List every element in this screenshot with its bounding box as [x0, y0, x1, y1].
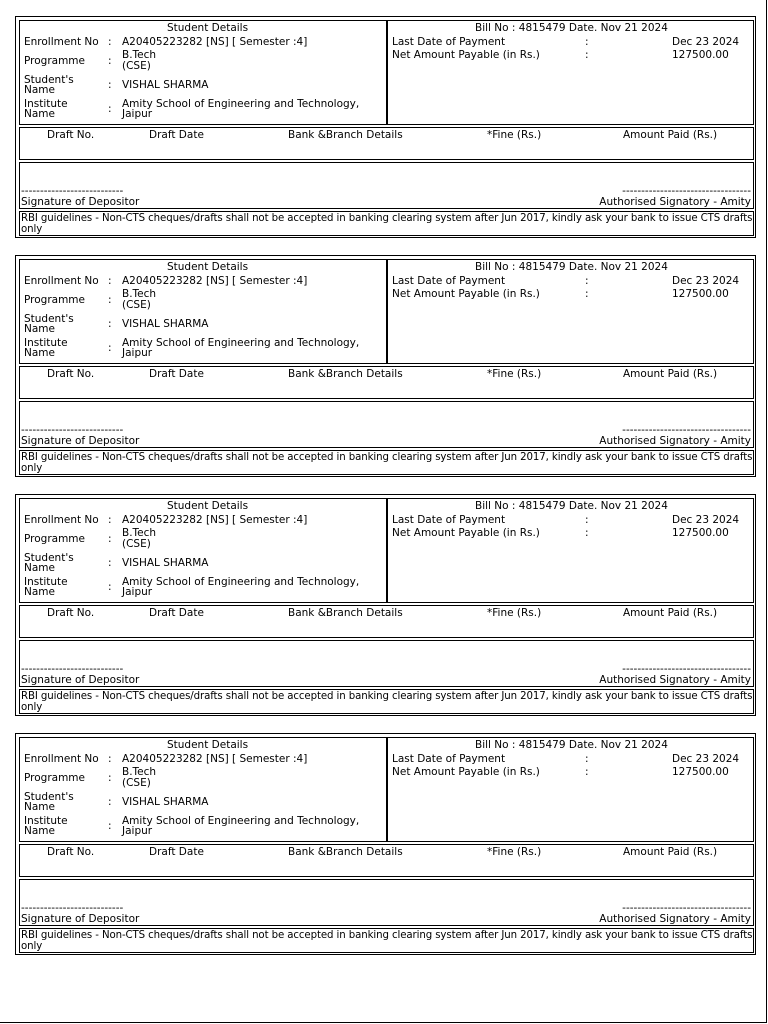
- bill-details-box: [387, 20, 754, 125]
- student-name-label-1: Student's: [24, 313, 74, 325]
- draft-no-header: Draft No.: [47, 607, 95, 619]
- signature-box: [19, 879, 754, 926]
- net-amount-label: Net Amount Payable (in Rs.): [392, 49, 540, 61]
- last-date-label: Last Date of Payment: [392, 753, 506, 765]
- enrollment-value: A20405223282 [NS] [ Semester :4]: [122, 753, 308, 765]
- programme-label: Programme: [24, 55, 85, 67]
- programme-line1: B.Tech: [122, 288, 157, 300]
- enrollment-label: Enrollment No: [24, 514, 99, 526]
- net-amount-label: Net Amount Payable (in Rs.): [392, 527, 540, 539]
- draft-no-header: Draft No.: [47, 846, 95, 858]
- student-details-heading: Student Details: [167, 500, 249, 512]
- signature-of-depositor: Signature of Depositor: [21, 674, 140, 686]
- institute-line1: Amity School of Engineering and Technology,: [122, 576, 360, 588]
- last-date-label: Last Date of Payment: [392, 275, 506, 287]
- institute-line1: Amity School of Engineering and Technology,: [122, 815, 360, 827]
- rbi-guidelines-note: RBI guidelines - Non-CTS cheques/drafts shall not be accepted in banking clearing system after Jun 2017, kindly ask your bank to issue CTS drafts only: [21, 691, 753, 713]
- authorised-sign-line: ----------------------------------: [622, 424, 751, 436]
- institute-line1: Amity School of Engineering and Technology,: [122, 337, 360, 349]
- student-name-label-1: Student's: [24, 791, 74, 803]
- programme-line2: (CSE): [122, 60, 151, 72]
- authorised-sign-line: ----------------------------------: [622, 663, 751, 675]
- student-details-heading: Student Details: [167, 22, 249, 34]
- student-details-box: [19, 498, 387, 603]
- fine-header: *Fine (Rs.): [487, 368, 542, 380]
- programme-colon: :: [108, 55, 112, 67]
- bill-heading: Bill No : 4815479 Date. Nov 21 2024: [475, 500, 668, 512]
- authorised-signatory: Authorised Signatory - Amity: [599, 674, 751, 686]
- fine-header: *Fine (Rs.): [487, 846, 542, 858]
- amount-paid-header: Amount Paid (Rs.): [623, 129, 718, 141]
- bill-heading: Bill No : 4815479 Date. Nov 21 2024: [475, 22, 668, 34]
- last-date-label: Last Date of Payment: [392, 36, 506, 48]
- draft-no-header: Draft No.: [47, 129, 95, 141]
- draft-date-header: Draft Date: [149, 368, 204, 380]
- institute-colon: :: [108, 103, 112, 115]
- signature-box: [19, 640, 754, 687]
- bill-details-box: [387, 259, 754, 364]
- challan-slip-4: [15, 733, 756, 955]
- amount-paid-header: Amount Paid (Rs.): [623, 368, 718, 380]
- authorised-signatory: Authorised Signatory - Amity: [599, 435, 751, 447]
- net-amount-colon: :: [585, 527, 589, 539]
- institute-line2: Jaipur: [122, 108, 153, 120]
- authorised-sign-line: ----------------------------------: [622, 902, 751, 914]
- rbi-guidelines-note: RBI guidelines - Non-CTS cheques/drafts shall not be accepted in banking clearing system after Jun 2017, kindly ask your bank to issue CTS drafts only: [21, 930, 753, 952]
- enrollment-value: A20405223282 [NS] [ Semester :4]: [122, 275, 308, 287]
- student-details-box: [19, 259, 387, 364]
- draft-date-header: Draft Date: [149, 607, 204, 619]
- depositor-sign-line: ---------------------------: [21, 663, 124, 675]
- draft-details-box: [19, 127, 754, 160]
- net-amount-value: 127500.00: [672, 766, 729, 778]
- net-amount-colon: :: [585, 766, 589, 778]
- bill-heading: Bill No : 4815479 Date. Nov 21 2024: [475, 739, 668, 751]
- signature-of-depositor: Signature of Depositor: [21, 196, 140, 208]
- rbi-guidelines-note: RBI guidelines - Non-CTS cheques/drafts shall not be accepted in banking clearing system after Jun 2017, kindly ask your bank to issue CTS drafts only: [21, 452, 753, 474]
- student-name-label-1: Student's: [24, 552, 74, 564]
- net-amount-label: Net Amount Payable (in Rs.): [392, 288, 540, 300]
- signature-box: [19, 162, 754, 209]
- institute-label-1: Institute: [24, 337, 68, 349]
- signature-box: [19, 401, 754, 448]
- authorised-signatory: Authorised Signatory - Amity: [599, 196, 751, 208]
- enrollment-colon: :: [108, 753, 112, 765]
- net-amount-value: 127500.00: [672, 288, 729, 300]
- last-date-value: Dec 23 2024: [672, 275, 740, 287]
- enrollment-label: Enrollment No: [24, 36, 99, 48]
- programme-label: Programme: [24, 533, 85, 545]
- institute-label-1: Institute: [24, 98, 68, 110]
- programme-line1: B.Tech: [122, 49, 157, 61]
- student-details-box: [19, 737, 387, 842]
- last-date-value: Dec 23 2024: [672, 514, 740, 526]
- programme-line2: (CSE): [122, 299, 151, 311]
- programme-line1: B.Tech: [122, 766, 157, 778]
- challan-slip-1: [15, 16, 756, 238]
- last-date-label: Last Date of Payment: [392, 514, 506, 526]
- bank-details-header: Bank &Branch Details: [288, 846, 403, 858]
- institute-colon: :: [108, 342, 112, 354]
- enrollment-value: A20405223282 [NS] [ Semester :4]: [122, 514, 308, 526]
- last-date-value: Dec 23 2024: [672, 753, 740, 765]
- challan-slip-2: [15, 255, 756, 477]
- institute-label-1: Institute: [24, 576, 68, 588]
- net-amount-colon: :: [585, 49, 589, 61]
- fine-header: *Fine (Rs.): [487, 607, 542, 619]
- institute-line2: Jaipur: [122, 825, 153, 837]
- bill-heading: Bill No : 4815479 Date. Nov 21 2024: [475, 261, 668, 273]
- rbi-guidelines-box: [19, 928, 754, 953]
- net-amount-value: 127500.00: [672, 527, 729, 539]
- enrollment-colon: :: [108, 275, 112, 287]
- student-name-label-2: Name: [24, 562, 55, 574]
- draft-date-header: Draft Date: [149, 129, 204, 141]
- programme-colon: :: [108, 772, 112, 784]
- student-name-colon: :: [108, 557, 112, 569]
- last-date-value: Dec 23 2024: [672, 36, 740, 48]
- signature-of-depositor: Signature of Depositor: [21, 435, 140, 447]
- net-amount-value: 127500.00: [672, 49, 729, 61]
- institute-label-2: Name: [24, 825, 55, 837]
- programme-line1: B.Tech: [122, 527, 157, 539]
- institute-colon: :: [108, 820, 112, 832]
- draft-details-box: [19, 605, 754, 638]
- student-name-label-2: Name: [24, 323, 55, 335]
- student-details-heading: Student Details: [167, 261, 249, 273]
- student-details-heading: Student Details: [167, 739, 249, 751]
- authorised-sign-line: ----------------------------------: [622, 185, 751, 197]
- signature-of-depositor: Signature of Depositor: [21, 913, 140, 925]
- last-date-colon: :: [585, 275, 589, 287]
- depositor-sign-line: ---------------------------: [21, 424, 124, 436]
- programme-label: Programme: [24, 772, 85, 784]
- challan-slip-3: [15, 494, 756, 716]
- rbi-guidelines-note: RBI guidelines - Non-CTS cheques/drafts shall not be accepted in banking clearing system after Jun 2017, kindly ask your bank to issue CTS drafts only: [21, 213, 753, 235]
- authorised-signatory: Authorised Signatory - Amity: [599, 913, 751, 925]
- student-name-value: VISHAL SHARMA: [122, 557, 209, 569]
- amount-paid-header: Amount Paid (Rs.): [623, 846, 718, 858]
- draft-details-box: [19, 844, 754, 877]
- student-name-label-2: Name: [24, 84, 55, 96]
- enrollment-label: Enrollment No: [24, 753, 99, 765]
- rbi-guidelines-box: [19, 689, 754, 714]
- student-details-box: [19, 20, 387, 125]
- bank-details-header: Bank &Branch Details: [288, 129, 403, 141]
- programme-line2: (CSE): [122, 777, 151, 789]
- programme-colon: :: [108, 533, 112, 545]
- fine-header: *Fine (Rs.): [487, 129, 542, 141]
- draft-details-box: [19, 366, 754, 399]
- enrollment-label: Enrollment No: [24, 275, 99, 287]
- institute-line2: Jaipur: [122, 347, 153, 359]
- student-name-value: VISHAL SHARMA: [122, 318, 209, 330]
- institute-label-2: Name: [24, 108, 55, 120]
- net-amount-label: Net Amount Payable (in Rs.): [392, 766, 540, 778]
- institute-label-1: Institute: [24, 815, 68, 827]
- institute-label-2: Name: [24, 586, 55, 598]
- last-date-colon: :: [585, 753, 589, 765]
- institute-line2: Jaipur: [122, 586, 153, 598]
- net-amount-colon: :: [585, 288, 589, 300]
- programme-line2: (CSE): [122, 538, 151, 550]
- institute-colon: :: [108, 581, 112, 593]
- programme-colon: :: [108, 294, 112, 306]
- last-date-colon: :: [585, 36, 589, 48]
- enrollment-colon: :: [108, 514, 112, 526]
- draft-no-header: Draft No.: [47, 368, 95, 380]
- last-date-colon: :: [585, 514, 589, 526]
- student-name-value: VISHAL SHARMA: [122, 796, 209, 808]
- institute-label-2: Name: [24, 347, 55, 359]
- student-name-colon: :: [108, 79, 112, 91]
- student-name-colon: :: [108, 796, 112, 808]
- student-name-label-2: Name: [24, 801, 55, 813]
- rbi-guidelines-box: [19, 450, 754, 475]
- programme-label: Programme: [24, 294, 85, 306]
- bank-details-header: Bank &Branch Details: [288, 607, 403, 619]
- draft-date-header: Draft Date: [149, 846, 204, 858]
- bill-details-box: [387, 737, 754, 842]
- enrollment-colon: :: [108, 36, 112, 48]
- depositor-sign-line: ---------------------------: [21, 902, 124, 914]
- bank-details-header: Bank &Branch Details: [288, 368, 403, 380]
- student-name-value: VISHAL SHARMA: [122, 79, 209, 91]
- student-name-label-1: Student's: [24, 74, 74, 86]
- rbi-guidelines-box: [19, 211, 754, 236]
- enrollment-value: A20405223282 [NS] [ Semester :4]: [122, 36, 308, 48]
- student-name-colon: :: [108, 318, 112, 330]
- bill-details-box: [387, 498, 754, 603]
- depositor-sign-line: ---------------------------: [21, 185, 124, 197]
- amount-paid-header: Amount Paid (Rs.): [623, 607, 718, 619]
- institute-line1: Amity School of Engineering and Technology,: [122, 98, 360, 110]
